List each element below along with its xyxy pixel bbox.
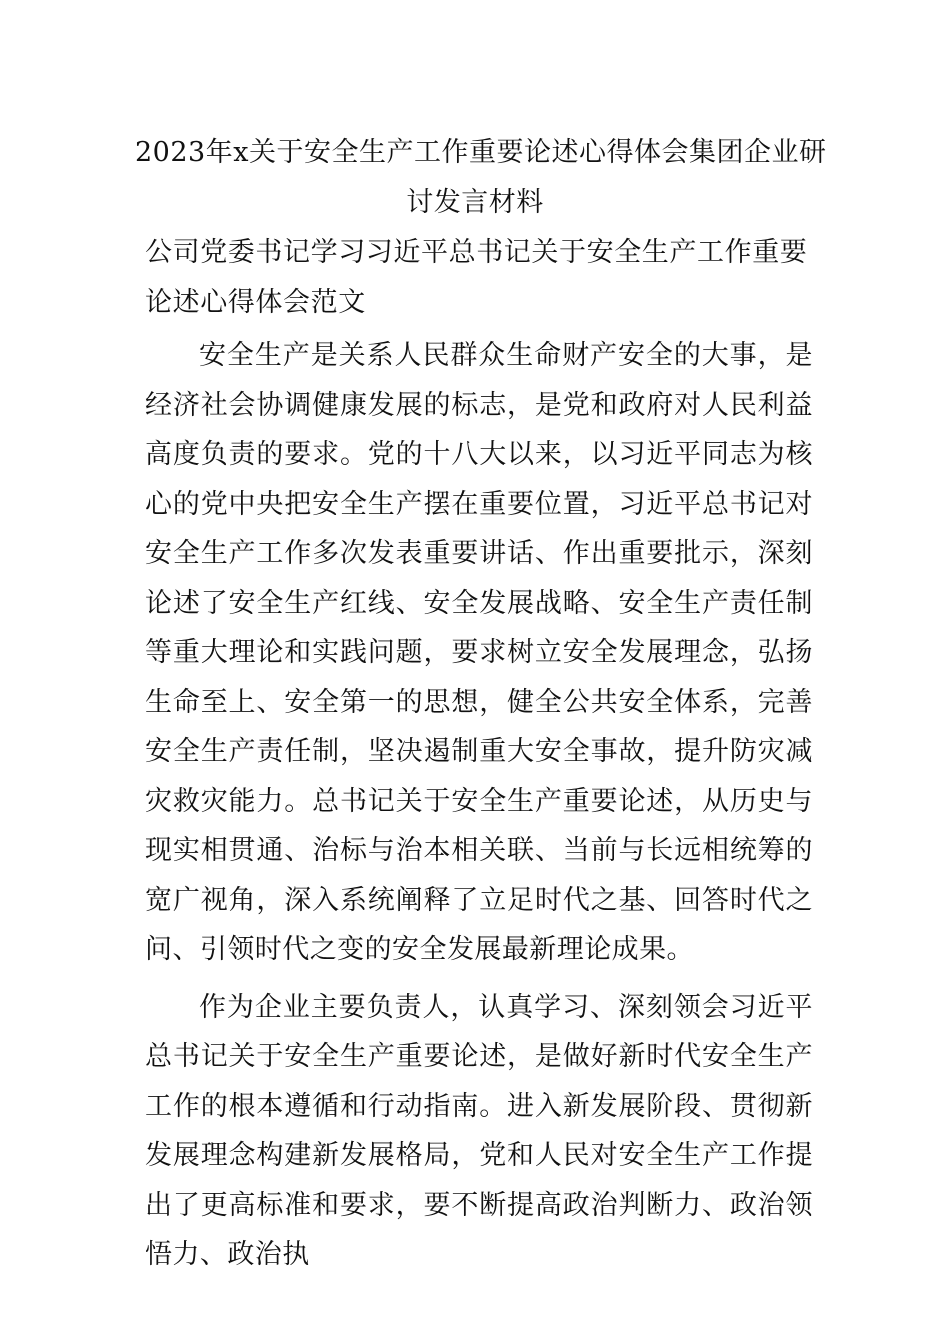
paragraph-2: 作为企业主要负责人，认真学习、深刻领会习近平总书记关于安全生产重要论述，是做好新时代安全生产工作的根本遵循和行动指南。进入新发展阶段、贯彻新发展理念构建新发展格局，党和人民对安全生产工作提出了更高标准和要求，要不断提高政治判断力、政治领悟力、政治执 xyxy=(145,991,813,1270)
paragraph-1: 安全生产是关系人民群众生命财产安全的大事，是经济社会协调健康发展的标志，是党和政府对人民利益高度负责的要求。党的十八大以来，以习近平同志为核心的党中央把安全生产摆在重要位置，习近平总书记对安全生产工作多次发表重要讲话、作出重要批示，深刻论述了安全生产红线、安全发展战略、安全生产责任制等重大理论和实践问题，要求树立安全发展理念，弘扬生命至上、安全第一的思想，健全公共安全体系，完善安全生产责任制，坚决遏制重大安全事故，提升防灾减灾救灾能力。总书记关于安全生产重要论述，从历史与现实相贯通、治标与治本相关联、当前与长远相统筹的宽广视角，深入系统阐释了立足时代之基、回答时代之问、引领时代之变的安全发展最新理论成果。 xyxy=(145,340,813,965)
title-line-2: 讨发言材料 xyxy=(406,187,544,218)
title-line-1: 2023年x关于安全生产工作重要论述心得体会集团企业研 xyxy=(135,137,827,168)
document-title xyxy=(135,128,827,228)
document-body xyxy=(145,228,813,1288)
document-subtitle: 公司党委书记学习习近平总书记关于安全生产工作重要论述心得体会范文 xyxy=(145,237,808,318)
